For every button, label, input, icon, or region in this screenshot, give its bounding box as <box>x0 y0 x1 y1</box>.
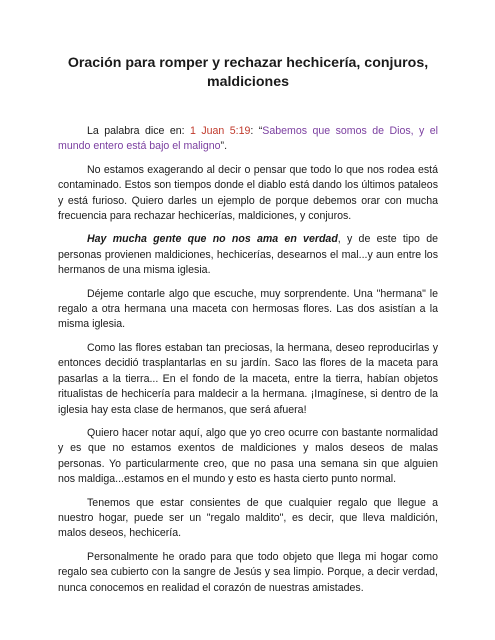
paragraph-3-rest: , y de este tipo de personas provienen maldiciones, hechicerías, desearnos el mal...y aun entre los hermanos de una misma iglesia. <box>58 233 438 277</box>
paragraph-3 <box>58 232 438 278</box>
emphasis-text: Hay mucha gente que no nos ama en verdad <box>87 233 338 246</box>
intro-text: La palabra dice en: <box>87 125 191 137</box>
paragraph-6: Quiero hacer notar aquí, algo que yo creo ocurre con bastante normalidad y es que no estamos exentos de maldiciones y malos deseos de malas personas. Yo particularmente creo, que no pasa una semana sin que alguien nos maldiga...estamos en el mundo y esto es hasta cierto punto normal. <box>58 426 438 486</box>
paragraph-7: Tenemos que estar consientes de que cualquier regalo que llegue a nuestro hogar, puede ser un "regalo maldito", es decir, que lleva maldición, malos deseos, hechicería. <box>58 496 438 540</box>
paragraph-2: No estamos exagerando al decir o pensar que todo lo que nos rodea está contaminado. Estos son tiempos donde el diablo está dando los últimos pataleos y está furioso. Quiero darles un ejemplo de porque debemos orar con mucha frecuencia para rechazar hechicerías, maldiciones, y conjuros. <box>58 163 438 223</box>
quote-open: : “ <box>250 125 263 137</box>
document-title: Oración para romper y rechazar hechicería, conjuros, maldiciones <box>67 55 429 90</box>
paragraph-5: Como las flores estaban tan preciosas, la hermana, deseo reproducirlas y entonces decidió trasplantarlas en su jardín. Saco las flores de la maceta para pasarlas a la tierra... En el fondo de la maceta, entre la tierra, habían objetos ritualistas de hechicería para maldecir a la hermana. ¡Imagínese, si dentro de la iglesia hay esta clase de hermanos, que será afuera! <box>58 341 438 416</box>
bible-reference: 1 Juan 5:19 <box>190 125 251 137</box>
paragraph-4: Déjeme contarle algo que escuche, muy sorprendente. Una "hermana" le regalo a otra hermana una maceta con hermosas flores. Las dos asistían a la misma iglesia. <box>58 287 438 331</box>
bible-quote: Sabemos que somos de Dios, y el mundo entero está bajo el maligno <box>58 125 438 153</box>
paragraph-8: Personalmente he orado para que todo objeto que llega mi hogar como regalo sea cubierto con la sangre de Jesús y sea limpio. Porque, a decir verdad, nunca conocemos en realidad el corazón de nuestras amistades. <box>58 550 438 594</box>
paragraph-bible-quote <box>58 124 438 155</box>
quote-close: ”. <box>220 140 228 153</box>
